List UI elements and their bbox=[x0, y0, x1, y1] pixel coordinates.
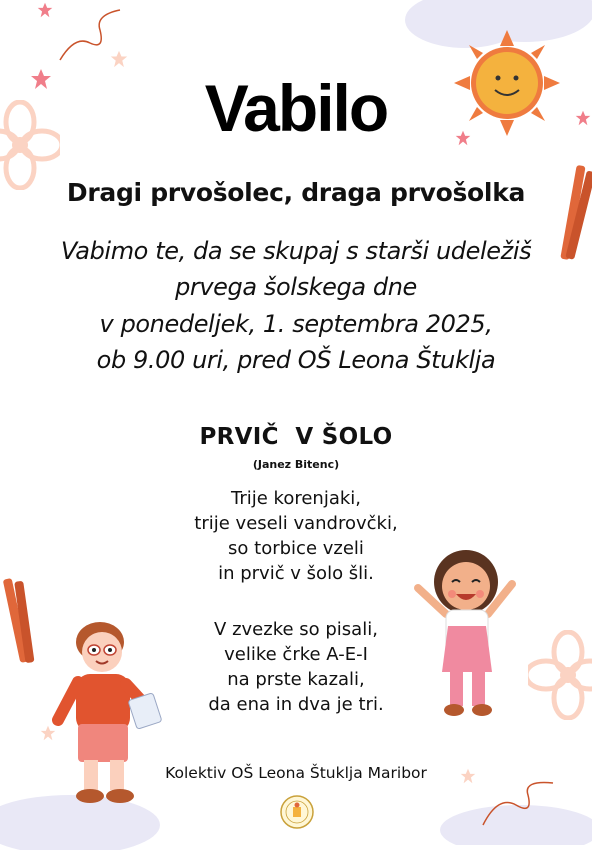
invitation-line: ob 9.00 uri, pred OŠ Leona Štuklja bbox=[96, 346, 496, 375]
greeting-heading: Dragi prvošolec, draga prvošolka bbox=[66, 178, 526, 207]
poem-stanza-1 bbox=[0, 486, 592, 586]
footer-signature: Kolektiv OŠ Leona Štuklja Maribor bbox=[165, 764, 427, 782]
invitation-line: Vabimo te, da se skupaj s starši udeležiš bbox=[60, 237, 532, 265]
poem-line: velike črke A-E-I bbox=[224, 644, 368, 666]
poem-title: PRVIČ V ŠOLO bbox=[199, 424, 393, 450]
poem-line: trije veseli vandrovčki, bbox=[194, 513, 398, 535]
star-icon bbox=[110, 50, 128, 68]
school-logo-icon bbox=[280, 795, 314, 829]
poem-line: Trije korenjaki, bbox=[230, 488, 361, 509]
poem-author: (Janez Bitenc) bbox=[252, 458, 340, 471]
poem-line: na prste kazali, bbox=[227, 669, 365, 691]
page-title: Vabilo bbox=[204, 71, 388, 145]
poem-stanza-2 bbox=[0, 617, 592, 717]
invitation-line: prvega šolskega dne bbox=[175, 273, 417, 302]
string-squiggle bbox=[478, 775, 558, 830]
poem-line: so torbice vzeli bbox=[228, 538, 364, 560]
invitation-text bbox=[0, 233, 592, 379]
star-icon bbox=[37, 2, 53, 18]
poem-line: V zvezke so pisali, bbox=[214, 619, 378, 640]
invitation-line: v ponedeljek, 1. septembra 2025, bbox=[99, 309, 493, 338]
poem-line: da ena in dva je tri. bbox=[208, 694, 384, 716]
poem-line: in prvič v šolo šli. bbox=[218, 563, 374, 585]
